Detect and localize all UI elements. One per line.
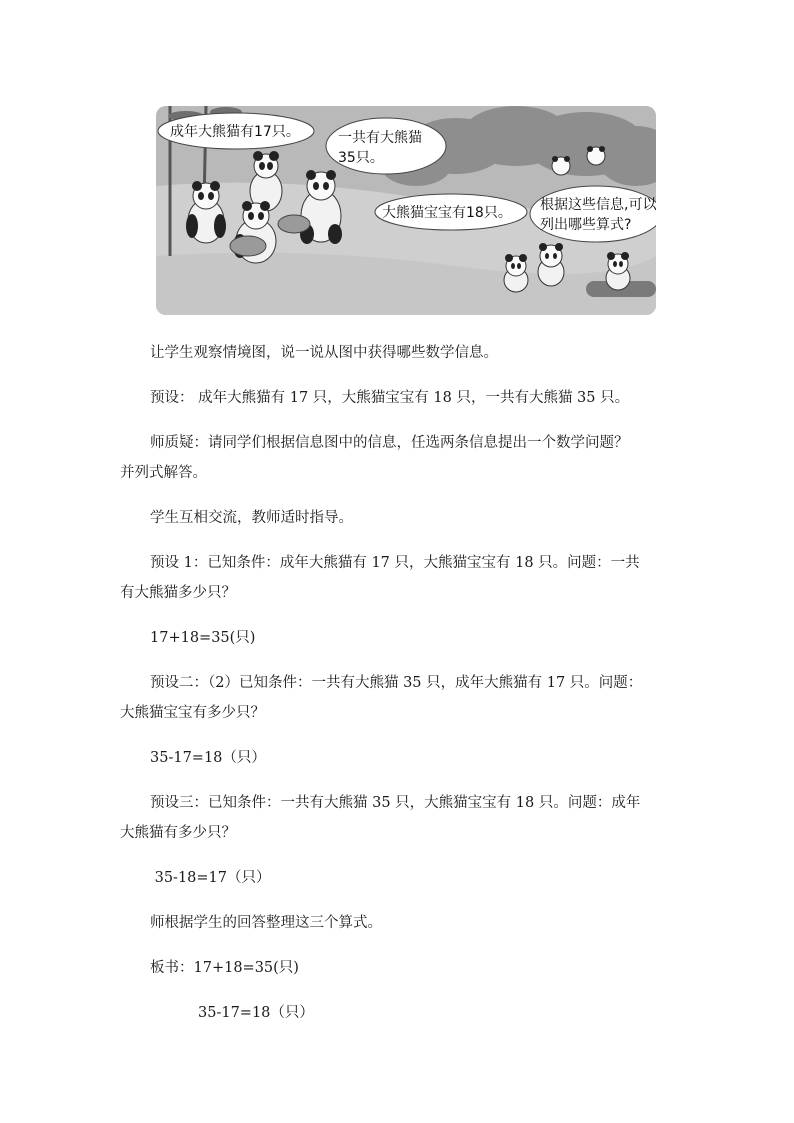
para-preset2-line1: 预设二：（2）已知条件：一共有大熊猫 35 只，成年大熊猫有 17 只。问题： xyxy=(150,675,643,691)
para-teacher-question-line2: 并列式解答。 xyxy=(120,465,207,481)
board-equation-2: 35-17=18（只） xyxy=(198,1005,314,1021)
bubble-baby xyxy=(375,194,527,230)
panda-baby-3 xyxy=(606,252,630,290)
board-writing: 板书：17+18=35(只) xyxy=(150,960,299,976)
bubble-baby-text: 大熊猫宝宝有18只。 xyxy=(382,205,512,221)
panda-scene-illustration xyxy=(156,106,656,315)
para-preset3-line2: 大熊猫有多少只？ xyxy=(120,825,236,841)
panda-baby-1 xyxy=(504,254,528,292)
para-preset1-line1: 预设 1：已知条件：成年大熊猫有 17 只，大熊猫宝宝有 18 只。问题：一共 xyxy=(150,555,640,571)
bubble-adult xyxy=(158,113,314,149)
equation-1: 17+18=35(只) xyxy=(150,630,256,646)
equation-3: 35-18=17（只） xyxy=(150,870,271,886)
para-preset3-line1: 预设三：已知条件：一共有大熊猫 35 只，大熊猫宝宝有 18 只。问题：成年 xyxy=(150,795,641,811)
panda-baby-2 xyxy=(538,243,564,286)
para-organize: 师根据学生的回答整理这三个算式。 xyxy=(150,915,382,931)
bubble-question xyxy=(530,186,656,242)
bubble-question-line2: 列出哪些算式? xyxy=(540,217,632,233)
para-preset2-line2: 大熊猫宝宝有多少只？ xyxy=(120,705,265,721)
para-exchange: 学生互相交流，教师适时指导。 xyxy=(150,510,353,526)
bubble-question-line1: 根据这些信息,可以 xyxy=(540,197,656,213)
para-preset1-line2: 有大熊猫多少只？ xyxy=(120,585,236,601)
para-teacher-question-line1: 师质疑：请同学们根据信息图中的信息，任选两条信息提出一个数学问题？ xyxy=(150,435,629,451)
bubble-total-line2: 35只。 xyxy=(338,150,384,166)
bubble-adult-text: 成年大熊猫有17只。 xyxy=(170,124,300,140)
panda-baby-4 xyxy=(552,156,570,175)
panda-baby-5 xyxy=(587,146,605,165)
para-observe: 让学生观察情境图，说一说从图中获得哪些数学信息。 xyxy=(150,345,498,361)
para-preset-info: 预设： 成年大熊猫有 17 只，大熊猫宝宝有 18 只，一共有大熊猫 35 只。 xyxy=(150,390,630,406)
bubble-total xyxy=(326,118,446,174)
bubble-total-line1: 一共有大熊猫 xyxy=(338,130,422,146)
equation-2: 35-17=18（只） xyxy=(150,750,266,766)
